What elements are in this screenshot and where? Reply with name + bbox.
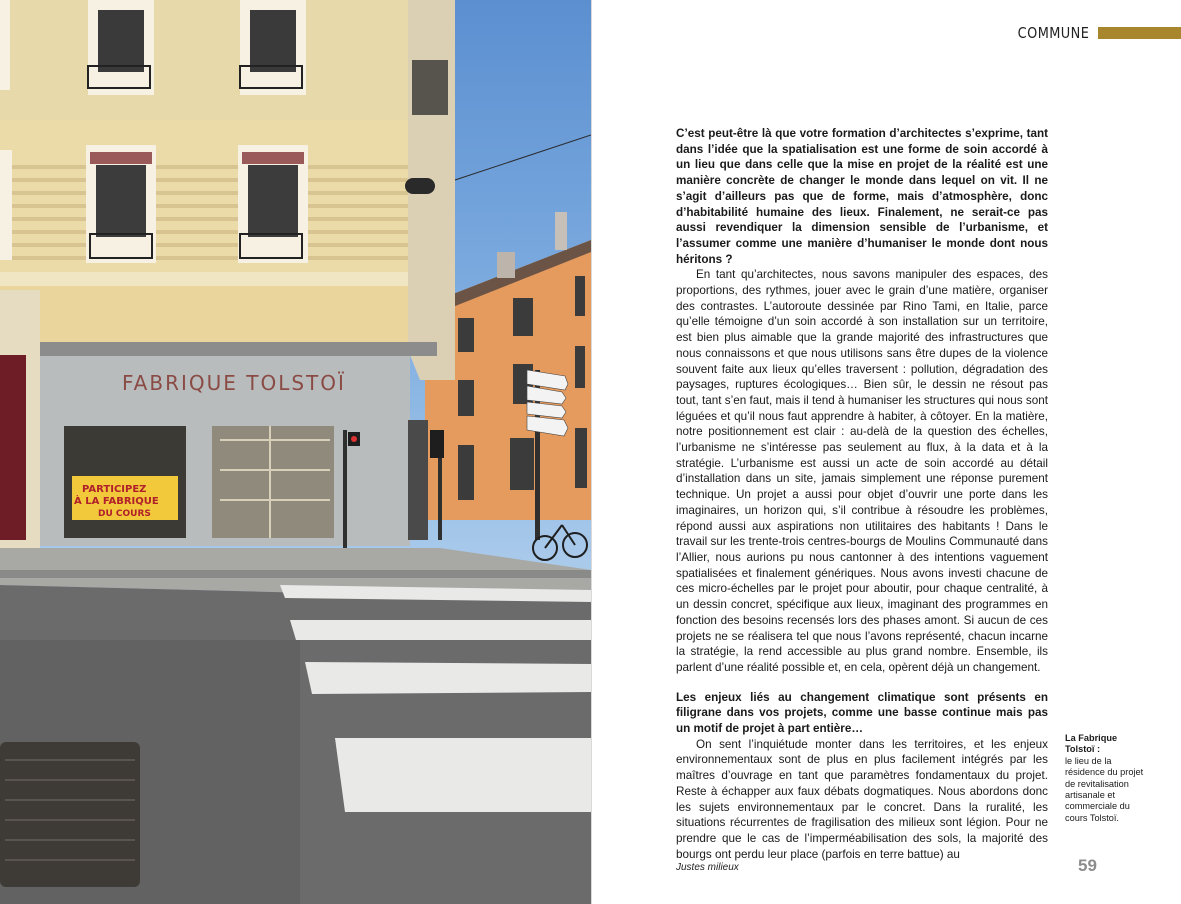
page-number: 59 [1078, 856, 1097, 875]
chimney-2 [497, 252, 515, 278]
answer-2: On sent l’inquiétude monter dans les territoires, et les enjeux environnementaux sont de plus en plus facilement intégrés par les maîtres d’ouvrage en tant que paramètres fondamentaux du projet. Reste à échapper aux faux débats dogmatiques. Nous abordons donc les sujets environnementaux par le concret. Dans la ruralité, les situations récurrentes de fragilisation des milieux sont légion. Pour ne prendre que le cas de l’imperméabilisation des sols, la majorité des bourgs ont perdu leur place (parfois en terre battue) au [676, 737, 1048, 861]
question-1: C’est peut-être là que votre formation d’architectes s’exprime, tant dans l’idée que la spatialisation est une forme de soin accordé à un lieu que dans celle que la mise en projet de la réalité est une manière concrète de changer le monde dans lequel on vit. Il ne s’agit d’ailleurs pas que de forme, mais d’atmosphère, donc d’habitabilité humaine des lieux. Finalement, ne serait-ce pas aussi revendiquer la dimension sensible de l’urbanisme, et l’assumer comme une manière d’humaniser le monde dont nous héritons ? [676, 127, 1048, 266]
footer-publication-title: Justes milieux [676, 862, 739, 873]
shop-window-right [212, 426, 334, 538]
question-2: Les enjeux liés au changement climatique sont présents en filigrane dans vos projets, comme une basse continue mais pas un motif de projet à part entière… [676, 690, 1048, 736]
upper-band [0, 286, 420, 346]
shop-canopy [32, 342, 437, 356]
bicycles [533, 525, 587, 560]
red-door [0, 355, 26, 540]
poster-line-3: DU COURS [98, 509, 151, 519]
paragraph-gap [676, 676, 1048, 690]
section-accent-bar [1098, 27, 1181, 39]
street-lamp [405, 178, 435, 194]
chimney [555, 212, 567, 250]
poster-line-1: PARTICIPEZ [82, 484, 147, 495]
corner-balcony [412, 60, 448, 115]
shop-sign: FABRIQUE TOLSTOÏ [122, 371, 346, 395]
traffic-light-2 [430, 430, 444, 458]
photo-caption [1065, 733, 1147, 824]
manhole-cover [0, 742, 140, 887]
answer-1: En tant qu’architectes, nous savons manipuler des espaces, des proportions, des rythmes, jouer avec le grain d’une matière, organiser des contrastes. L’autoroute dessinée par Rino Tami, en Italie, parce qu’elle témoigne d’un soin accordé à son installation sur un territoire, est bien plus aimable que la grande majorité des infrastructures que nous connaissons et que nous utilisons sans être dupes de la violence souvent faite aux lieux qu’elles traversent : pollution, dégradation des paysages, ruptures écologiques… Bien sûr, le dessin ne résout pas tout, tant s’en faut, mais il tend à humaniser les structures qui nous sont léguées et qu’il nous faut apprendre à habiter, à côtoyer. En la matière, notre positionnement est clair : au-delà de la question des échelles, l’urbanisme ne s’intéresse pas seulement au flux, à la data et à la stratégie. L’urbanisme est aussi un acte de soin accordé au détail d’installation dans un site, jamais simplement une réponse purement technique. Un projet a aussi pour objet d’ouvrir une porte dans les imaginaires, un horizon qui, s’il contribue à résoudre les problèmes, répond aussi aux aspirations non utilitaires des habitants ! Dans le travail sur les trente-trois centres-bourgs de Moulins Communauté dans l’Allier, nous aurions pu nous cantonner à des intentions vaguement spatialisées et finalement génériques. Nous avons investi chacune de ces micro-échelles par le projet pour aboutir, pour chaque centralité, à un dessin concret, spécifique aux lieux, imaginant des programmes en fonction des besoins recensés lors des phases amont. Si aucun de ces projets ne se réalisera tel que nous l’avons représenté, chacun incarne la stratégie, la rend accessible au plus grand nombre. Ensemble, ils parlent d’une réalité possible et, en cela, opèrent déjà un changement. [676, 268, 1048, 674]
overhead-wire [455, 135, 591, 180]
cornice [0, 272, 420, 286]
poster-line-2: À LA FABRIQUE [74, 496, 159, 507]
side-door [408, 420, 428, 540]
caption-body: le lieu de la résidence du projet de revitalisation artisanale et commerciale du cours Tolstoï. [1065, 755, 1144, 823]
text-page [591, 0, 1181, 904]
curb [0, 570, 591, 578]
section-label: COMMUNE [1017, 24, 1089, 42]
article-column [676, 126, 1048, 862]
caption-title: La Fabrique Tolstoï : [1065, 733, 1118, 755]
